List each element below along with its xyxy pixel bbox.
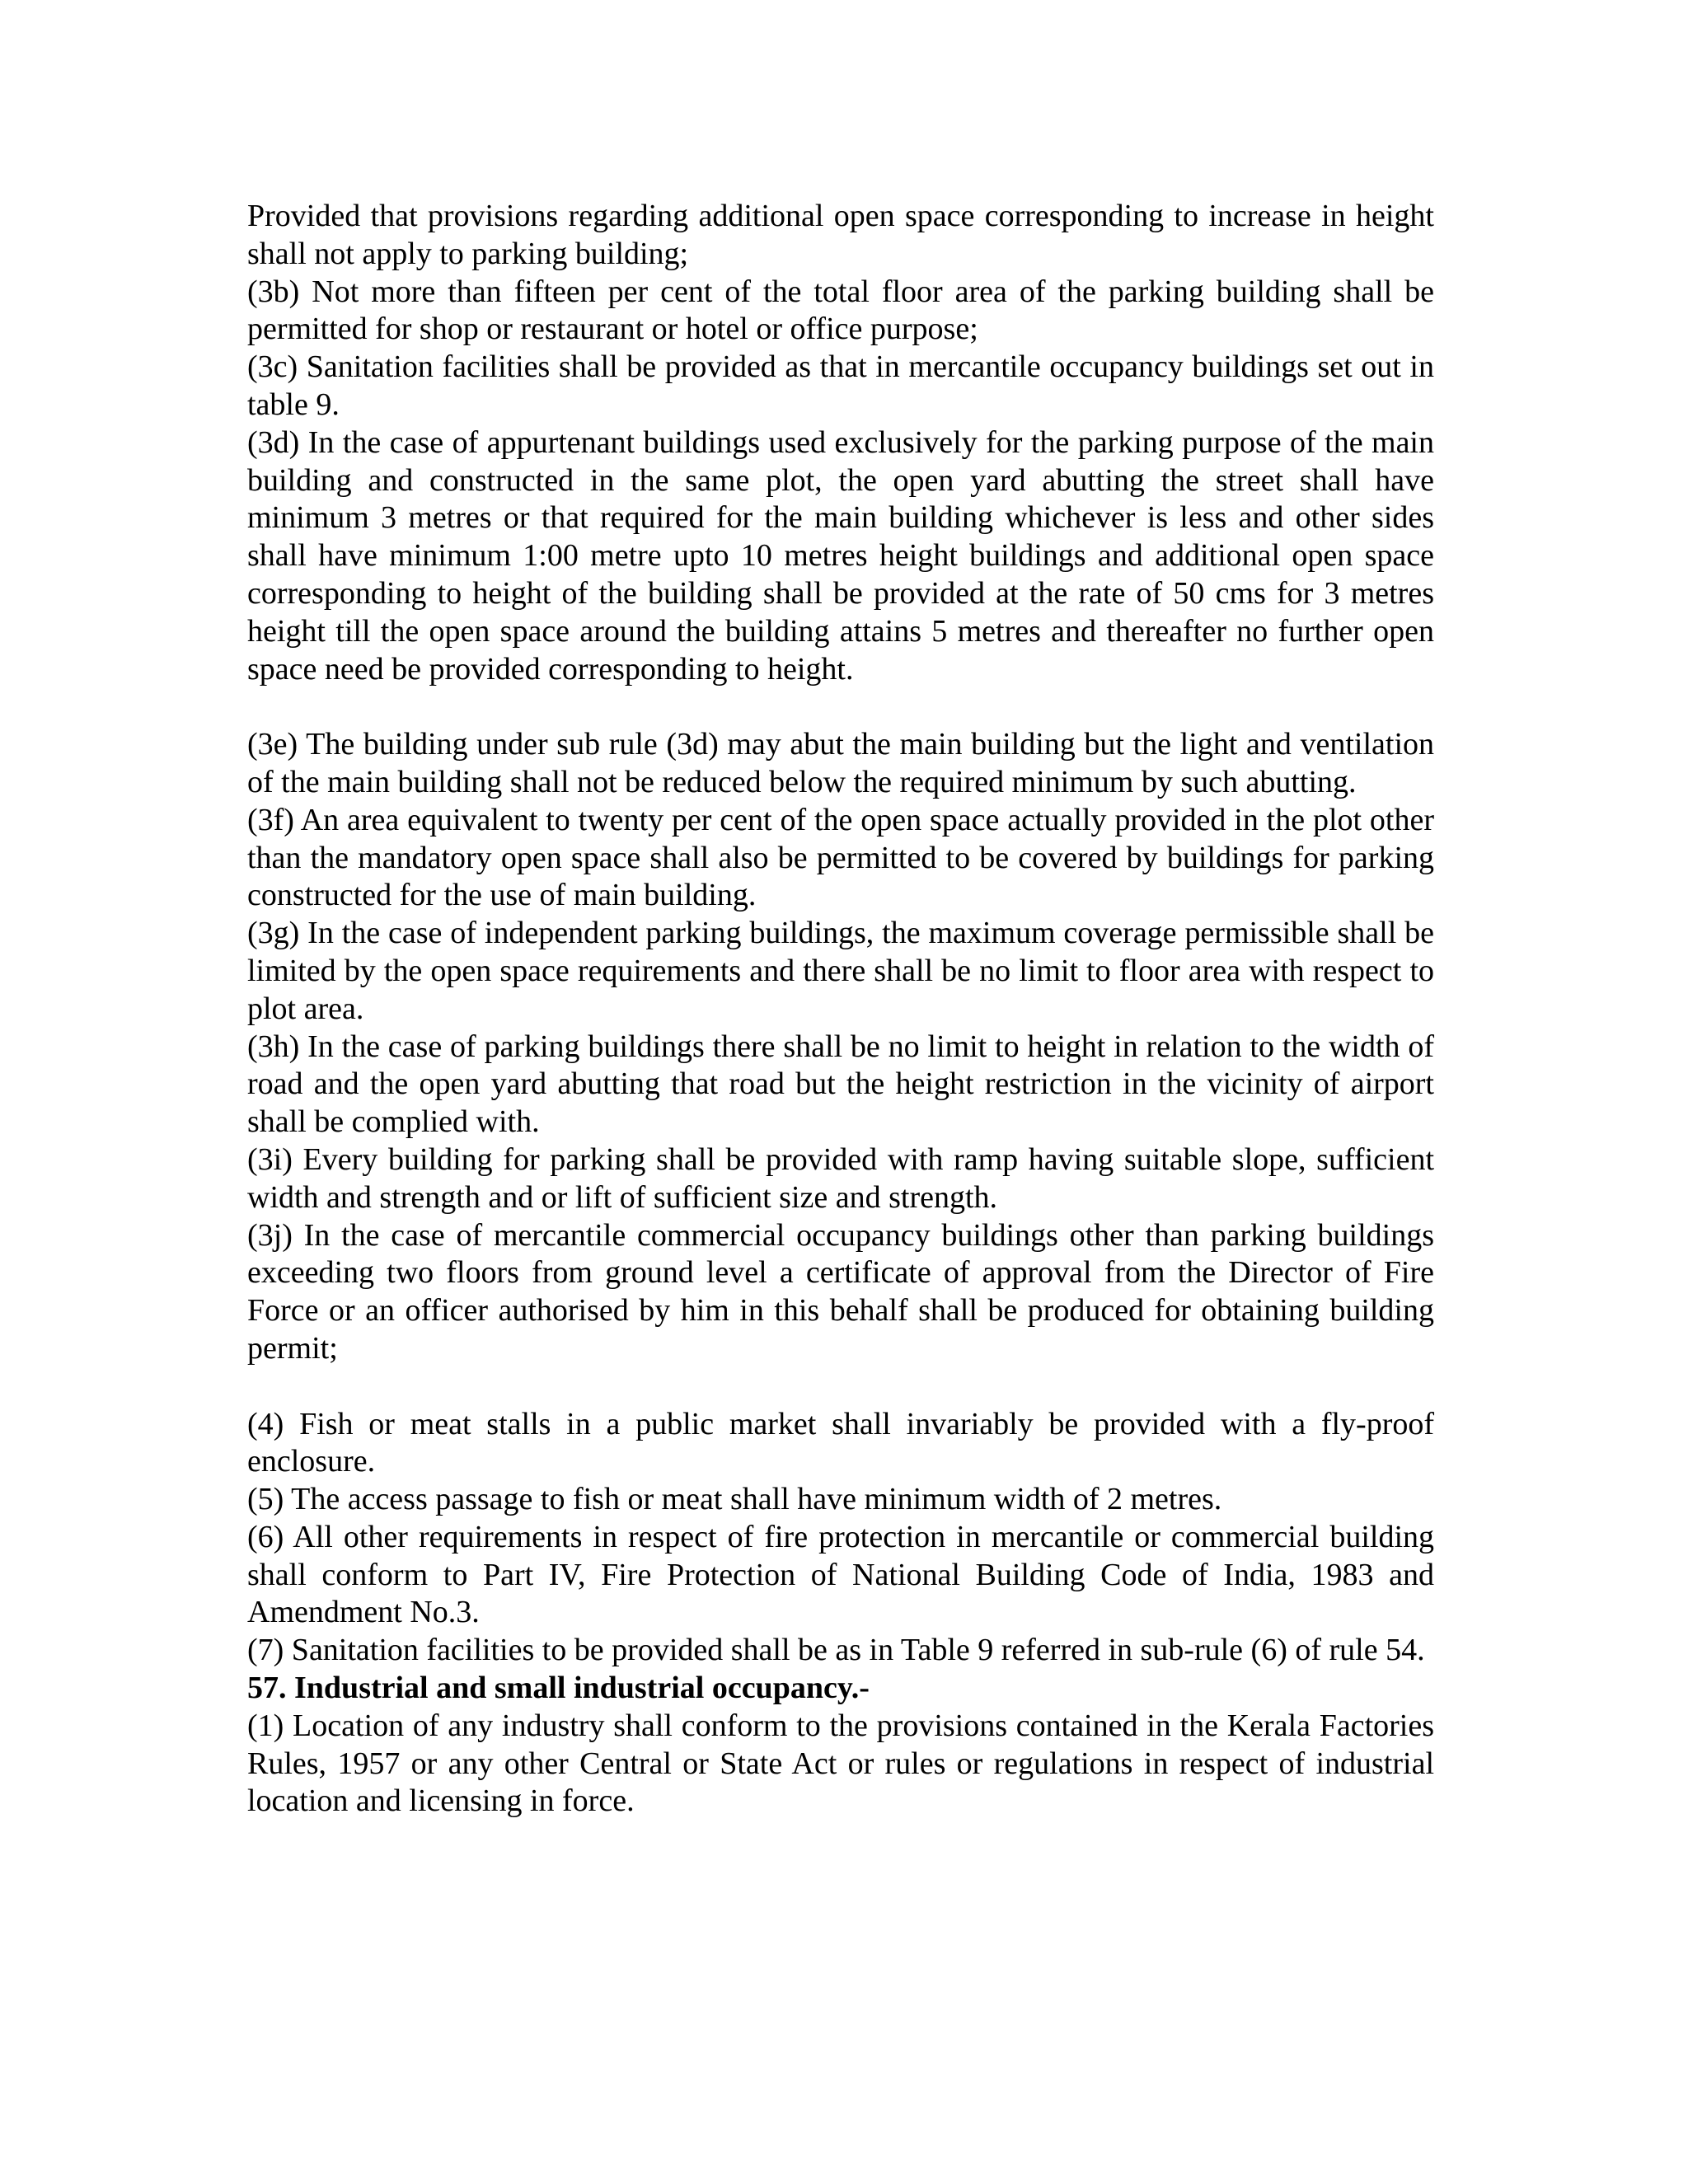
paragraph-3g: (3g) In the case of independent parking buildings, the maximum coverage permissible shall be limited by the open space requirements and there shall be no limit to floor area with respect to plot area.	[247, 916, 1434, 1026]
paragraph-proviso: Provided that provisions regarding additional open space corresponding to increase in height shall not apply to parking building;	[247, 199, 1434, 271]
paragraph-3f: (3f) An area equivalent to twenty per cent of the open space actually provided in the plot other than the mandatory open space shall also be permitted to be covered by buildings for parking constructed for the use of main building.	[247, 802, 1434, 913]
paragraph-3e: (3e) The building under sub rule (3d) may abut the main building but the light and ventilation of the main building shall not be reduced below the required minimum by such abutting.	[247, 727, 1434, 799]
document-page	[247, 198, 1434, 1821]
paragraph-5: (5) The access passage to fish or meat shall have minimum width of 2 metres.	[247, 1482, 1222, 1517]
paragraph-6: (6) All other requirements in respect of fire protection in mercantile or commercial building shall conform to Part IV, Fire Protection of National Building Code of India, 1983 and Amendment No.3.	[247, 1519, 1434, 1630]
paragraph-3c: (3c) Sanitation facilities shall be provided as that in mercantile occupancy buildings set out in table 9.	[247, 349, 1434, 422]
paragraph-3j: (3j) In the case of mercantile commercial occupancy buildings other than parking buildings exceeding two floors from ground level a certificate of approval from the Director of Fire Force or an officer authorised by him in this behalf shall be produced for obtaining building permit;	[247, 1217, 1434, 1366]
paragraph-3b: (3b) Not more than fifteen per cent of the total floor area of the parking building shall be permitted for shop or restaurant or hotel or office purpose;	[247, 274, 1434, 347]
paragraph-3d: (3d) In the case of appurtenant buildings used exclusively for the parking purpose of the main building and constructed in the same plot, the open yard abutting the street shall have minimum 3 metres or that required for the main building whichever is less and other sides shall have minimum 1:00 metre upto 10 metres height buildings and additional open space corresponding to height of the building shall be provided at the rate of 50 cms for 3 metres height till the open space around the building attains 5 metres and thereafter no further open space need be provided corresponding to height.	[247, 424, 1434, 687]
paragraph-4: (4) Fish or meat stalls in a public market shall invariably be provided with a fly-proof enclosure.	[247, 1406, 1434, 1479]
paragraph-gap	[247, 1368, 1434, 1406]
paragraph-gap	[247, 688, 1434, 726]
paragraph-3i: (3i) Every building for parking shall be provided with ramp having suitable slope, sufficient width and strength and or lift of sufficient size and strength.	[247, 1141, 1434, 1215]
paragraph-3h: (3h) In the case of parking buildings there shall be no limit to height in relation to the width of road and the open yard abutting that road but the height restriction in the vicinity of airport shall be complied with.	[247, 1029, 1434, 1140]
paragraph-57-1: (1) Location of any industry shall conform to the provisions contained in the Kerala Factories Rules, 1957 or any other Central or State Act or rules or regulations in respect of industrial location and licensing in force.	[247, 1708, 1434, 1819]
section-heading-57: 57. Industrial and small industrial occupancy.-	[247, 1671, 870, 1706]
paragraph-7: (7) Sanitation facilities to be provided shall be as in Table 9 referred in sub-rule (6) of rule 54.	[247, 1633, 1425, 1668]
